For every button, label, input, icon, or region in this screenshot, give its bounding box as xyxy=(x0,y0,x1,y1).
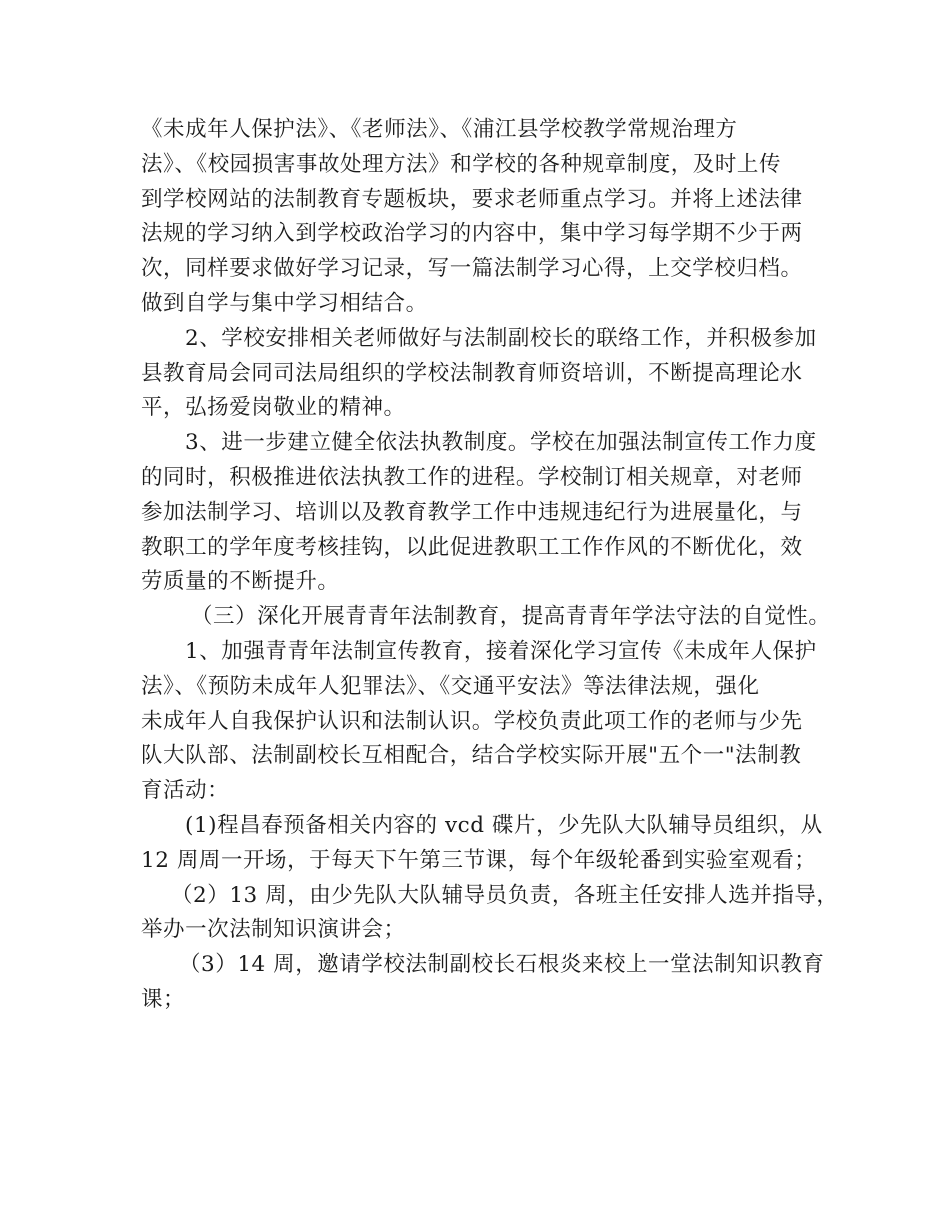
text-line: 2、学校安排相关老师做好与法制副校长的联络工作，并积极参加 xyxy=(185,325,817,351)
paragraph-item-2 xyxy=(141,322,831,426)
text-line: 次，同样要求做好学习记录，写一篇法制学习心得，上交学校归档。 xyxy=(141,256,803,282)
text-line: 平，弘扬爱岗敬业的精神。 xyxy=(141,395,406,421)
paragraph-activity-3 xyxy=(141,948,831,1018)
text-line: 到学校网站的法制教育专题板块，要求老师重点学习。并将上述法律 xyxy=(141,186,803,212)
document-body xyxy=(141,113,839,1018)
text-line: 做到自学与集中学习相结合。 xyxy=(141,290,428,316)
section-heading: （三）深化开展青青年法制教育，提高青青年学法守法的自觉性。 xyxy=(191,604,831,630)
text-line: （2）13 周，由少先队大队辅导员负责，各班主任安排人选并指导， xyxy=(171,882,839,908)
paragraph-activity-1 xyxy=(141,809,831,879)
text-line: 的同时，积极推进依法执教工作的进程。学校制订相关规章，对老师 xyxy=(141,464,803,490)
paragraph-youth-item-1 xyxy=(141,635,831,809)
text-line: 《未成年人保护法》、《老师法》、《浦江县学校教学常规治理方 xyxy=(141,117,738,142)
text-line: 法》、《校园损害事故处理方法》和学校的各种规章制度，及时上传 xyxy=(141,151,782,177)
text-line: 劳质量的不断提升。 xyxy=(141,569,340,595)
text-line: 县教育局会同司法局组织的学校法制教育师资培训，不断提高理论水 xyxy=(141,360,803,386)
paragraph-activity-2 xyxy=(141,879,839,949)
text-line: 法》、《预防未成年人犯罪法》、《交通平安法》等法律法规，强化 xyxy=(141,673,760,699)
text-line: 12 周周一开场，于每天下午第三节课，每个年级轮番到实验室观看； xyxy=(141,847,817,873)
paragraph-item-3 xyxy=(141,426,831,600)
text-line: 教职工的学年度考核挂钩，以此促进教职工工作作风的不断优化，效 xyxy=(141,534,803,560)
text-line: （3）14 周，邀请学校法制副校长石根炎来校上一堂法制知识教育 xyxy=(179,952,825,978)
text-line: 举办一次法制知识演讲会； xyxy=(141,917,406,943)
text-line: (1)程昌春预备相关内容的 vcd 碟片，少先队大队辅导员组织，从 xyxy=(185,812,823,838)
text-line: 法规的学习纳入到学校政治学习的内容中，集中学习每学期不少于两 xyxy=(141,221,803,247)
text-line: 参加法制学习、培训以及教育教学工作中违规违纪行为进展量化，与 xyxy=(141,499,803,525)
text-line: 3、进一步建立健全依法执教制度。学校在加强法制宣传工作力度 xyxy=(185,430,817,456)
text-line: 课； xyxy=(141,986,186,1012)
paragraph-teacher-law-study xyxy=(141,113,831,322)
text-line: 队大队部、法制副校长互相配合，结合学校实际开展"五个一"法制教 xyxy=(141,743,802,769)
text-line: 1、加强青青年法制宣传教育，接着深化学习宣传《未成年人保护 xyxy=(185,638,817,664)
text-line: 育活动： xyxy=(141,778,230,804)
section-heading-three xyxy=(141,600,831,635)
text-line: 未成年人自我保护认识和法制认识。学校负责此项工作的老师与少先 xyxy=(141,708,803,734)
